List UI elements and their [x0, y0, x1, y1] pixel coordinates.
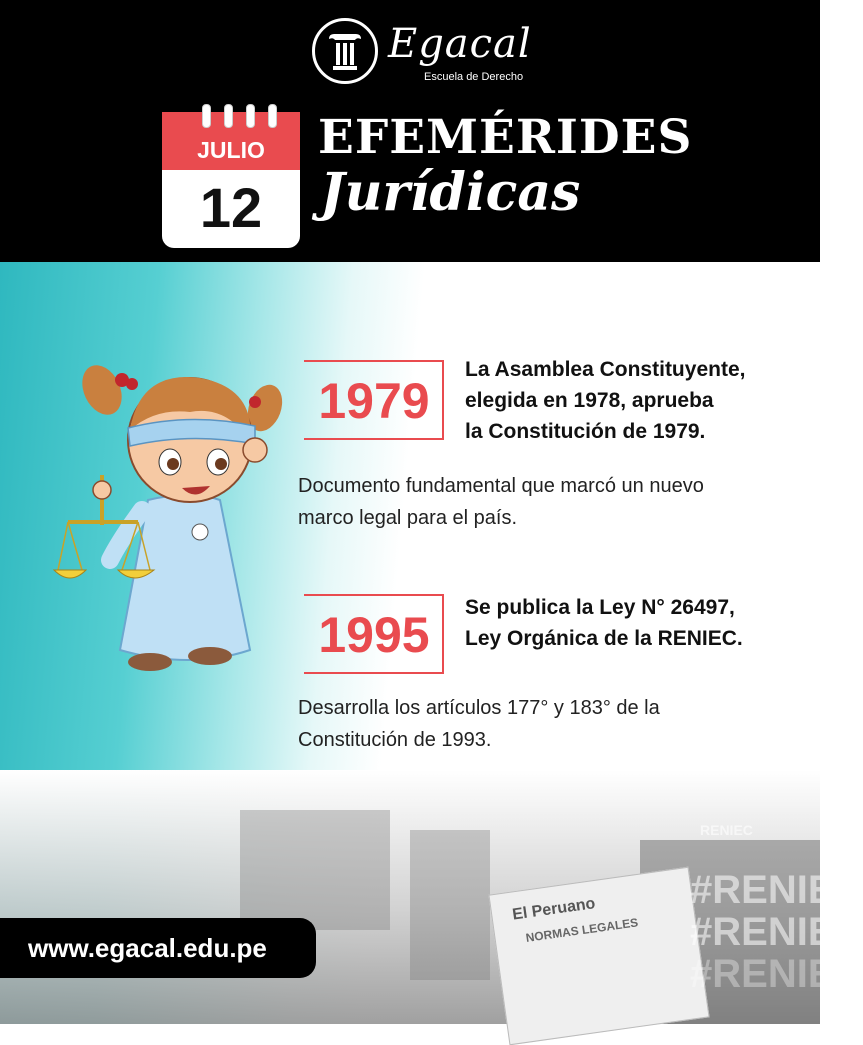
newspaper-title: El Peruano [511, 895, 597, 924]
justice-girl-illustration [50, 350, 300, 700]
page-subtitle: Jurídicas [320, 162, 581, 223]
brand-logo [312, 18, 572, 90]
description-line: Documento fundamental que marcó un nuevo [298, 475, 704, 497]
page-title: EFEMÉRIDES [318, 110, 693, 165]
description-line: Constitución de 1993. [298, 729, 492, 751]
entry-year: 1995 [318, 607, 430, 663]
reniec-sign: RENIEC [700, 822, 753, 838]
headline-line: La Asamblea Constituyente, [465, 358, 746, 381]
website-badge [0, 918, 316, 978]
headline-line: Ley Orgánica de la RENIEC. [465, 627, 743, 650]
header-bar [0, 0, 820, 262]
column-logo-icon [312, 18, 378, 84]
brand-tagline: Escuela de Derecho [424, 71, 524, 83]
entry-headline [465, 354, 805, 447]
description-line: Desarrolla los artículos 177° y 183° de la [298, 697, 660, 719]
entry-year: 1979 [318, 373, 430, 429]
newspaper-section: NORMAS LEGALES [524, 915, 639, 945]
headline-line: Se publica la Ley N° 26497, [465, 596, 735, 619]
entry-headline [465, 592, 805, 654]
calendar-day: 12 [199, 176, 263, 239]
headline-line: la Constitución de 1979. [465, 420, 706, 443]
website-link[interactable]: www.egacal.edu.pe [28, 933, 267, 963]
hashtag-text: #RENIEC [690, 952, 863, 996]
description-line: marco legal para el país. [298, 507, 518, 529]
hashtag-text: #RENIEC [690, 910, 863, 954]
entry-description [298, 692, 778, 756]
calendar-icon [162, 104, 300, 248]
calendar-month: JULIO [197, 137, 265, 163]
entry-description [298, 470, 778, 534]
newspaper-image [488, 867, 709, 1045]
hashtag-text: #RENIEC [690, 868, 863, 912]
brand-name: Egacal [388, 21, 532, 67]
headline-line: elegida en 1978, aprueba [465, 389, 714, 412]
